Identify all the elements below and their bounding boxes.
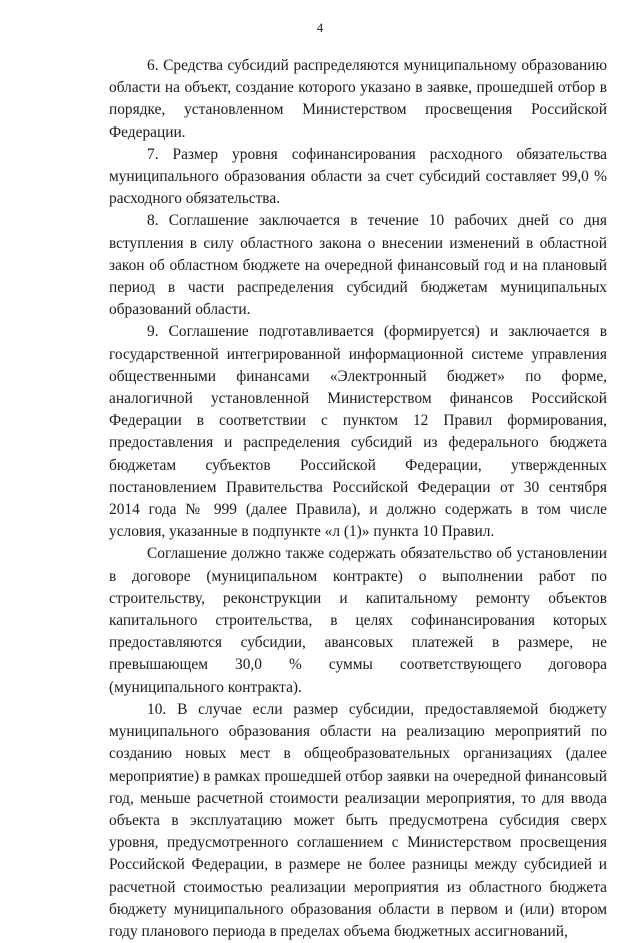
paragraph-7: 7. Размер уровня софинансирования расходного обязательства муниципального образования области за счет субсидий составляет 99,0 % расходного обязательства.	[109, 145, 607, 208]
page-number: 4	[316, 20, 324, 35]
paragraph-6: 6. Средства субсидий распределяются муниципальному образованию области на объект, создание которого указано в заявке, прошедшей отбор в порядке, установленном Министерством просвещения Российской Федерации.	[109, 57, 607, 141]
document-body	[109, 55, 607, 943]
paragraph-8: 8. Соглашение заключается в течение 10 рабочих дней со дня вступления в силу областного закона о внесении изменений в областной закон об областном бюджете на очередной финансовый год и на плановый период в части распределения субсидий бюджетам муниципальных образований области.	[109, 212, 607, 319]
paragraph-10: 10. В случае если размер субсидии, предоставляемой бюджету муниципального образования области на реализацию мероприятий по созданию новых мест в общеобразовательных организациях (далее мероприятие) в рамках прошедшей отбор заявки на очередной финансовый год, меньше расчетной стоимости реализации мероприятия, то для ввода объекта в эксплуатацию может быть предусмотрена субсидия сверх уровня, предусмотренного соглашением с Министерством просвещения Российской Федерации, в размере не более разницы между субсидией и расчетной стоимостью реализации мероприятия из областного бюджета бюджету муниципального образования области в первом и (или) втором году планового периода в пределах объема бюджетных ассигнований,	[109, 700, 607, 940]
paragraph-9-continuation: Соглашение должно также содержать обязательство об установлении в договоре (муниципальном контракте) о выполнении работ по строительству, реконструкции и капитальному ремонту объектов капитального строительства, в целях софинансирования которых предоставляются субсидии, авансовых платежей в размере, не превышающем 30,0 % суммы соответствующего договора (муниципального контракта).	[109, 545, 607, 696]
paragraph-9: 9. Соглашение подготавливается (формируется) и заключается в государственной интегрированной информационной системе управления общественными финансами «Электронный бюджет» по форме, аналогичной установленной Министерством финансов Российской Федерации в соответствии с пунктом 12 Правил формирования, предоставления и распределения субсидий из федерального бюджета бюджетам субъектов Российской Федерации, утвержденных постановлением Правительства Российской Федерации от 30 сентября 2014 года № 999 (далее Правила), и должно содержать в том числе условия, указанные в подпункте «л (1)» пункта 10 Правил.	[109, 323, 607, 541]
